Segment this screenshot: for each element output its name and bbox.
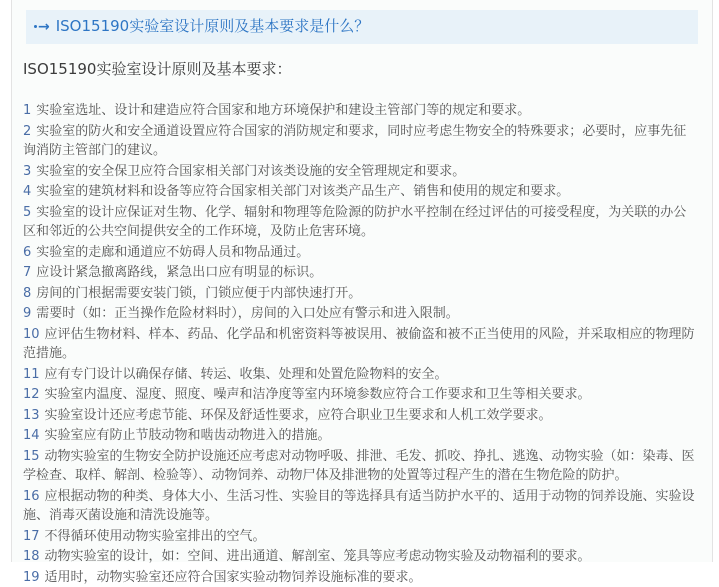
item-text: 实验室的走廊和通道应不妨碍人员和物品通过。 bbox=[36, 245, 309, 260]
item-text: 动物实验室的生物安全防护设施还应考虑对动物呼吸、排泄、毛发、抓咬、挣扎、逃逸、动物实验（如：染毒、医学检查、取样、解剖、检验等）、动物饲养、动物尸体及排泄物的处置等过程产生的潜在生物危险的防护。 bbox=[23, 449, 695, 484]
list-item bbox=[23, 263, 698, 283]
list-item bbox=[23, 568, 698, 587]
item-number: 2 bbox=[23, 124, 31, 139]
item-text: 动物实验室的设计，如：空间、进出通道、解剖室、笼具等应考虑动物实验及动物福利的要求。 bbox=[45, 549, 591, 564]
item-number: 11 bbox=[23, 367, 40, 382]
question-title-link[interactable]: ISO15190实验室设计原则及基本要求是什么？ bbox=[56, 18, 369, 35]
list-item bbox=[23, 487, 698, 526]
item-number: 6 bbox=[23, 245, 31, 260]
item-number: 14 bbox=[23, 428, 40, 443]
item-number: 1 bbox=[23, 103, 31, 118]
list-item bbox=[23, 203, 698, 242]
list-item bbox=[23, 447, 698, 486]
list-item bbox=[23, 426, 698, 446]
item-number: 3 bbox=[23, 164, 31, 179]
item-text: 应评估生物材料、样本、药品、化学品和机密资料等被误用、被偷盗和被不正当使用的风险，并采取相应的物理防范措施。 bbox=[23, 327, 695, 362]
list-item bbox=[23, 304, 698, 324]
list-item bbox=[23, 243, 698, 263]
dot-arrow-right-icon: → bbox=[34, 20, 50, 34]
item-text: 应有专门设计以确保存储、转运、收集、处理和处置危险物料的安全。 bbox=[45, 367, 448, 382]
item-text: 实验室选址、设计和建造应符合国家和地方环境保护和建设主管部门等的规定和要求。 bbox=[36, 103, 530, 118]
item-text: 实验室应有防止节肢动物和啮齿动物进入的措施。 bbox=[45, 428, 331, 443]
list-item bbox=[23, 162, 698, 182]
item-text: 实验室内温度、湿度、照度、噪声和洁净度等室内环境参数应符合工作要求和卫生等相关要求。 bbox=[45, 387, 591, 402]
article-subtitle: ISO15190实验室设计原则及基本要求： bbox=[23, 58, 698, 79]
item-number: 4 bbox=[23, 184, 31, 199]
item-number: 7 bbox=[23, 265, 31, 280]
list-item bbox=[23, 182, 698, 202]
list-item bbox=[23, 406, 698, 426]
item-text: 房间的门根据需要安装门锁，门锁应便于内部快速打开。 bbox=[36, 286, 361, 301]
item-text: 需要时（如：正当操作危险材料时），房间的入口处应有警示和进入限制。 bbox=[36, 306, 459, 321]
item-text: 实验室的设计应保证对生物、化学、辐射和物理等危险源的防护水平控制在经过评估的可接受程度，为关联的办公区和邻近的公共空间提供安全的工作环境，及防止危害环境。 bbox=[23, 205, 686, 240]
question-header bbox=[26, 10, 698, 44]
item-text: 应设计紧急撤离路线，紧急出口应有明显的标识。 bbox=[36, 265, 322, 280]
list-item bbox=[23, 284, 698, 304]
list-item bbox=[23, 547, 698, 567]
item-number: 12 bbox=[23, 387, 40, 402]
list-item bbox=[23, 365, 698, 385]
list-item bbox=[23, 527, 698, 547]
list-item bbox=[23, 325, 698, 364]
item-number: 5 bbox=[23, 205, 31, 220]
item-text: 不得循环使用动物实验室排出的空气。 bbox=[45, 529, 266, 544]
list-item bbox=[23, 101, 698, 121]
item-number: 15 bbox=[23, 449, 40, 464]
item-number: 9 bbox=[23, 306, 31, 321]
item-text: 实验室的安全保卫应符合国家相关部门对该类设施的安全管理规定和要求。 bbox=[36, 164, 465, 179]
list-item bbox=[23, 385, 698, 405]
item-text: 应根据动物的种类、身体大小、生活习性、实验目的等选择具有适当防护水平的、适用于动物的饲养设施、实验设施、消毒灭菌设施和清洗设施等。 bbox=[23, 489, 695, 524]
requirements-list bbox=[23, 101, 698, 587]
item-number: 19 bbox=[23, 570, 40, 585]
item-number: 13 bbox=[23, 408, 40, 423]
item-number: 10 bbox=[23, 327, 40, 342]
item-number: 17 bbox=[23, 529, 40, 544]
item-text: 适用时，动物实验室还应符合国家实验动物饲养设施标准的要求。 bbox=[45, 570, 422, 585]
item-text: 实验室的建筑材料和设备等应符合国家相关部门对该类产品生产、销售和使用的规定和要求。 bbox=[36, 184, 569, 199]
item-number: 8 bbox=[23, 286, 31, 301]
item-text: 实验室的防火和安全通道设置应符合国家的消防规定和要求，同时应考虑生物安全的特殊要求；必要时，应事先征询消防主管部门的建议。 bbox=[23, 124, 686, 159]
list-item bbox=[23, 122, 698, 161]
article-page bbox=[11, 0, 713, 562]
item-text: 实验室设计还应考虑节能、环保及舒适性要求，应符合职业卫生要求和人机工效学要求。 bbox=[45, 408, 552, 423]
item-number: 18 bbox=[23, 549, 40, 564]
item-number: 16 bbox=[23, 489, 40, 504]
